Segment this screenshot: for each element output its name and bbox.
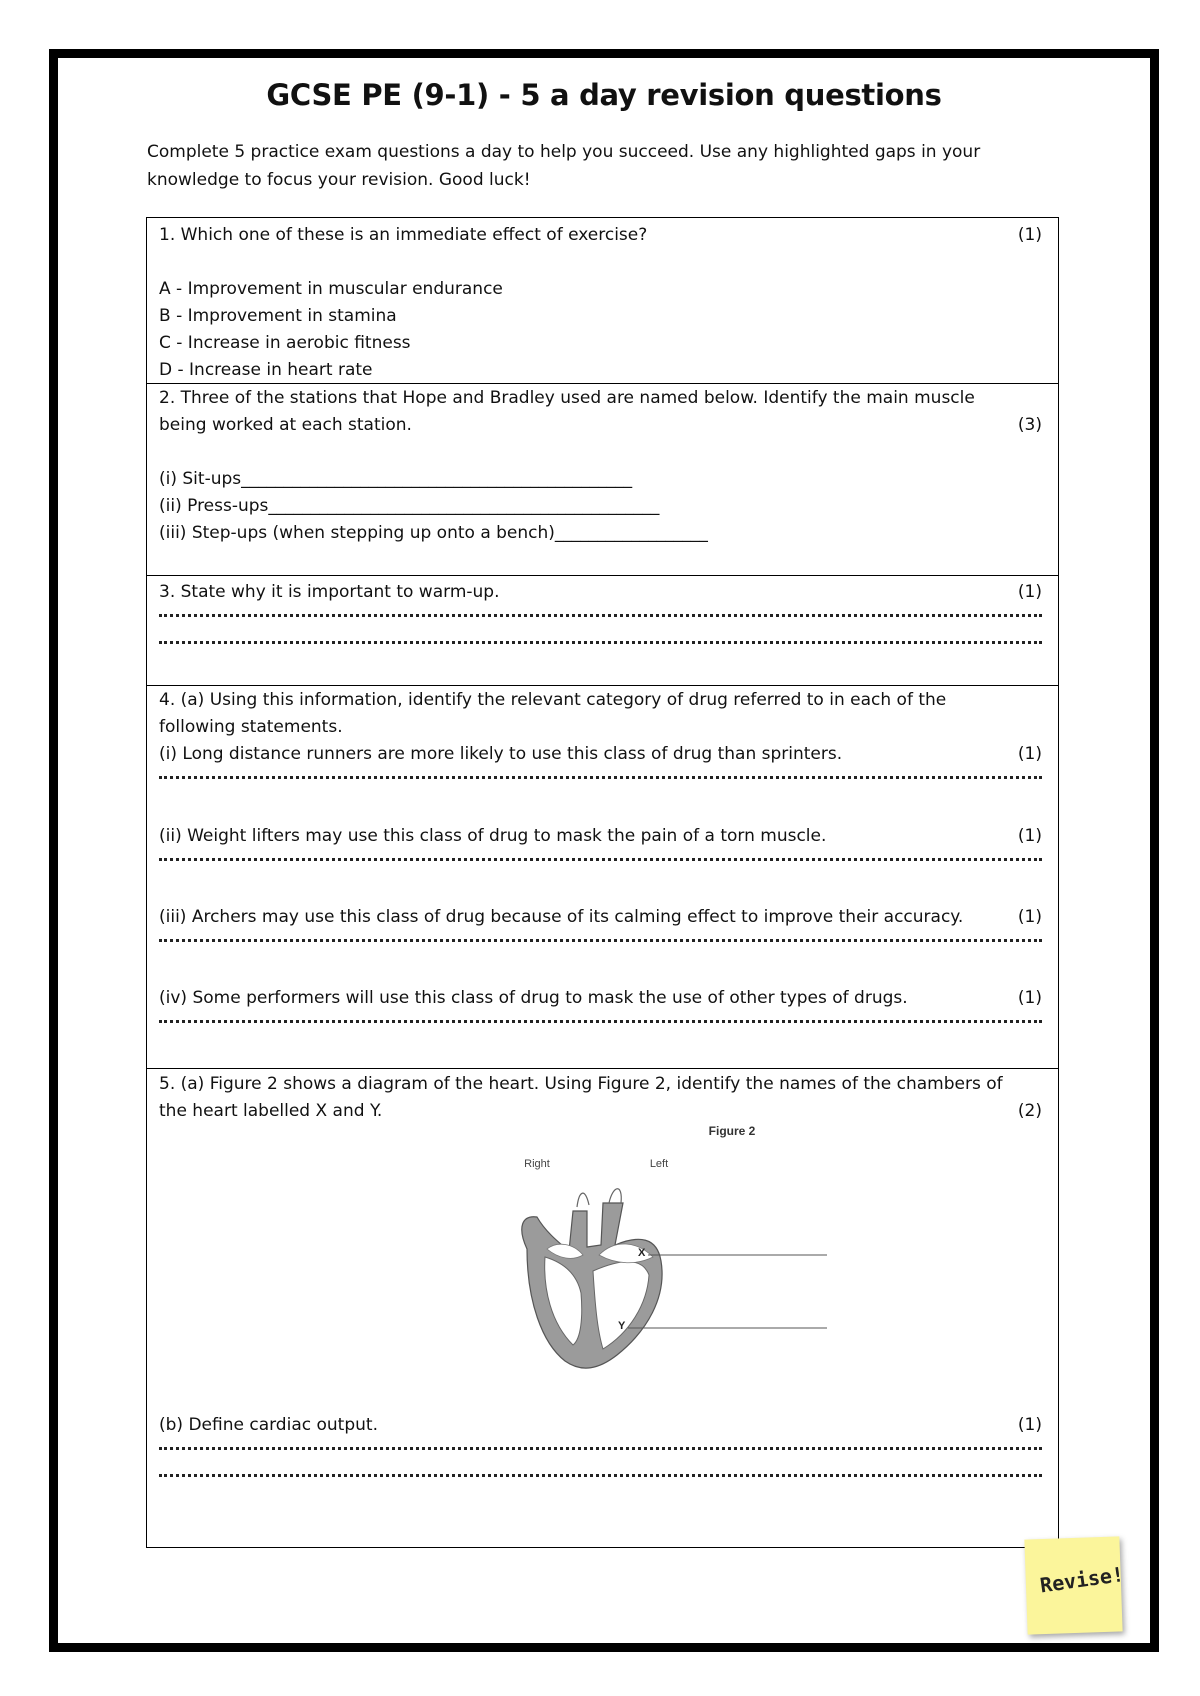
question-5-part-b: (b) Define cardiac output. — [159, 1415, 378, 1435]
heart-icon — [522, 1189, 662, 1368]
option-c: C - Increase in aerobic fitness — [159, 333, 411, 353]
answer-line[interactable] — [159, 1443, 1042, 1450]
question-4-text: 4. (a) Using this information, identify the relevant category of drug referred to in each of the — [159, 690, 947, 710]
question-4-part-iv: (iv) Some performers will use this class of drug to mask the use of other types of drugs. — [159, 988, 908, 1008]
answer-line[interactable] — [159, 610, 1042, 617]
answer-sit-ups[interactable]: (i) Sit-ups______________________________________________ — [159, 469, 633, 489]
figure-caption: Figure 2 — [708, 1124, 756, 1138]
question-4-part-iii: (iii) Archers may use this class of drug because of its calming effect to improve their accuracy. — [159, 907, 964, 927]
option-d: D - Increase in heart rate — [159, 360, 373, 380]
answer-line[interactable] — [159, 1470, 1042, 1477]
figure-label-y: Y — [618, 1320, 626, 1332]
question-5-marks-a: (2) — [1017, 1101, 1042, 1121]
answer-line[interactable] — [159, 772, 1042, 779]
option-a: A - Improvement in muscular endurance — [159, 279, 503, 299]
question-4-part-iii-marks: (1) — [1017, 907, 1042, 927]
intro-line: knowledge to focus your revision. Good luck! — [147, 170, 531, 190]
figure-label-right: Right — [524, 1158, 550, 1170]
question-4-part-i: (i) Long distance runners are more likely to use this class of drug than sprinters. — [159, 744, 843, 764]
question-3-text: 3. State why it is important to warm-up. — [159, 582, 500, 602]
answer-step-ups[interactable]: (iii) Step-ups (when stepping up onto a bench)__________________ — [159, 523, 708, 543]
option-b: B - Improvement in stamina — [159, 306, 397, 326]
sticky-note-text: Revise! — [1038, 1561, 1126, 1598]
question-5-marks-b: (1) — [1017, 1415, 1042, 1435]
question-1 — [147, 218, 1058, 383]
intro-text — [147, 138, 1047, 194]
question-2-text: 2. Three of the stations that Hope and Bradley used are named below. Identify the main muscle — [159, 388, 975, 408]
heart-diagram — [377, 1119, 827, 1379]
question-5-text: 5. (a) Figure 2 shows a diagram of the heart. Using Figure 2, identify the names of the chambers of — [159, 1074, 1003, 1094]
question-4-part-iv-marks: (1) — [1017, 988, 1042, 1008]
sticky-note — [1024, 1536, 1126, 1634]
question-3-marks: (1) — [1017, 582, 1042, 602]
question-4-part-ii-marks: (1) — [1017, 826, 1042, 846]
question-5-text-cont: the heart labelled X and Y. — [159, 1101, 383, 1121]
question-4-text-cont: following statements. — [159, 717, 343, 737]
figure-label-left: Left — [649, 1158, 669, 1170]
answer-line[interactable] — [159, 935, 1042, 942]
intro-line: Complete 5 practice exam questions a day to help you succeed. Use any highlighted gaps in your — [147, 142, 981, 162]
question-5 — [147, 1068, 1058, 1547]
question-4-part-ii: (ii) Weight lifters may use this class of drug to mask the pain of a torn muscle. — [159, 826, 827, 846]
question-2-text-cont: being worked at each station. — [159, 415, 412, 435]
question-2 — [147, 383, 1058, 575]
question-2-marks: (3) — [1017, 415, 1042, 435]
answer-line[interactable] — [159, 854, 1042, 861]
question-1-text: 1. Which one of these is an immediate effect of exercise? — [159, 225, 648, 245]
question-3 — [147, 575, 1058, 685]
question-4 — [147, 685, 1058, 1068]
page-title: GCSE PE (9-1) - 5 a day revision questions — [266, 78, 942, 112]
answer-line[interactable] — [159, 637, 1042, 644]
question-1-marks: (1) — [1017, 225, 1042, 245]
question-4-part-i-marks: (1) — [1017, 744, 1042, 764]
answer-line[interactable] — [159, 1016, 1042, 1023]
answer-press-ups[interactable]: (ii) Press-ups______________________________________________ — [159, 496, 660, 516]
question-table — [146, 217, 1059, 1548]
figure-label-x: X — [638, 1247, 646, 1259]
